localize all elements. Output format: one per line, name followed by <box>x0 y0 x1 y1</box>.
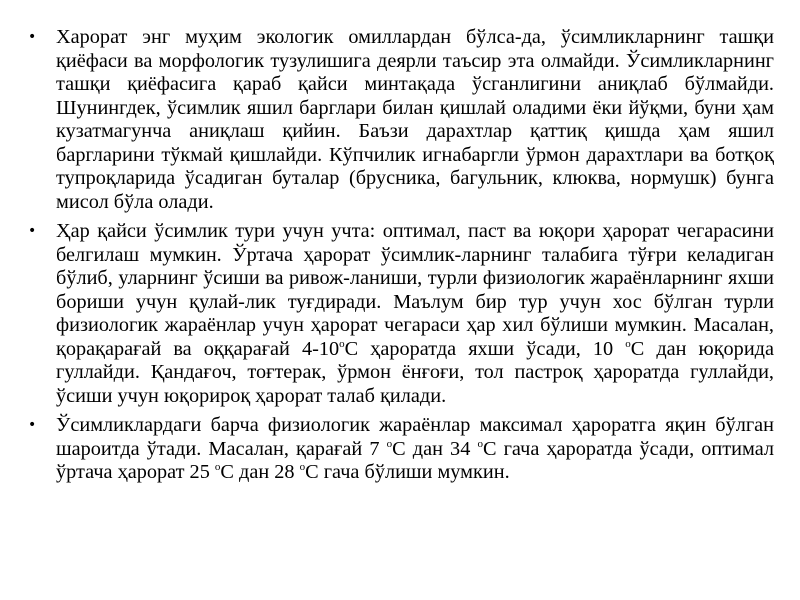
bullet-item-2 <box>28 220 774 408</box>
paragraph-text: Ўсимликлардаги барча физиологик жараёнлар максимал ҳароратга яқин бўлган шароитда ўтади. Масалан, қарағай 7 <box>56 414 774 460</box>
paragraph-text: С гача ҳароратда ўсади, оптимал ўртача ҳарорат 25 <box>56 437 774 483</box>
paragraph-text: Ҳар қайси ўсимлик тури учун учта: оптимал, паст ва юқори ҳарорат чегарасини белгилаш мумкин. Ўртача ҳарорат ўсимлик-ларнинг талабига тўғри келадиган бўлиб, уларнинг ўсиши ва ривож-ланиши, турли физиологик жараёнларнинг яхши бориши учун қулай-лик туғдиради. Маълум бир тур учун хос бўлган турли физиологик жараёнлар учун ҳарорат чегараси ҳар хил бўлиши мумкин. Масалан, қорақарағай ва оққарағай 4-10 <box>56 220 774 360</box>
paragraph-text: С гача бўлиши мумкин. <box>305 461 510 483</box>
bullet-item-3 <box>28 414 774 485</box>
bullet-icon: • <box>28 223 37 239</box>
bullet-item-1 <box>28 26 774 214</box>
degree-superscript: о <box>299 461 306 474</box>
degree-superscript: о <box>339 337 345 350</box>
paragraph-text: С дан 34 <box>392 437 478 460</box>
bullet-icon: • <box>28 417 37 433</box>
bullet-icon: • <box>28 29 37 45</box>
degree-superscript: о <box>214 461 221 474</box>
paragraph-text: С ҳароратда яхши ўсади, 10 <box>344 337 626 360</box>
paragraph-text: С дан юқорида гуллайди. Қандағоч, тоғтерак, ўрмон ёнғоғи, тол пастроқ ҳароратда гуллайди, ўсиши учун юқорироқ ҳарорат талаб қилади. <box>56 337 774 407</box>
degree-superscript: о <box>625 337 631 350</box>
degree-superscript: о <box>477 437 483 450</box>
paragraph-text: Харорат энг муҳим экологик омиллардан бўлса-да, ўсимликларнинг ташқи қиёфаси ва морфологик тузулишига деярли таъсир эта олмайди. Ўсимликларнинг ташқи қиёфасига қараб қайси минтақада ўсганлигини аниқлаб бўлмайди. Шунингдек, ўсимлик яшил барглари билан қишлай оладими ёки йўқми, буни ҳам кузатмагунча аниқлаш қийин. Баъзи дарахтлар қаттиқ қишда ҳам яшил баргларини тўкмай қишлайди. Кўпчилик игнабаргли ўрмон дарахтлари ва ботқоқ тупроқларида ўсадиган буталар (брусника, багульник, клюква, нормушк) бунга мисол бўла олади. <box>56 26 774 213</box>
paragraph-text: С дан 28 <box>220 461 300 483</box>
degree-superscript: о <box>386 437 393 450</box>
bullet-list <box>28 26 774 485</box>
